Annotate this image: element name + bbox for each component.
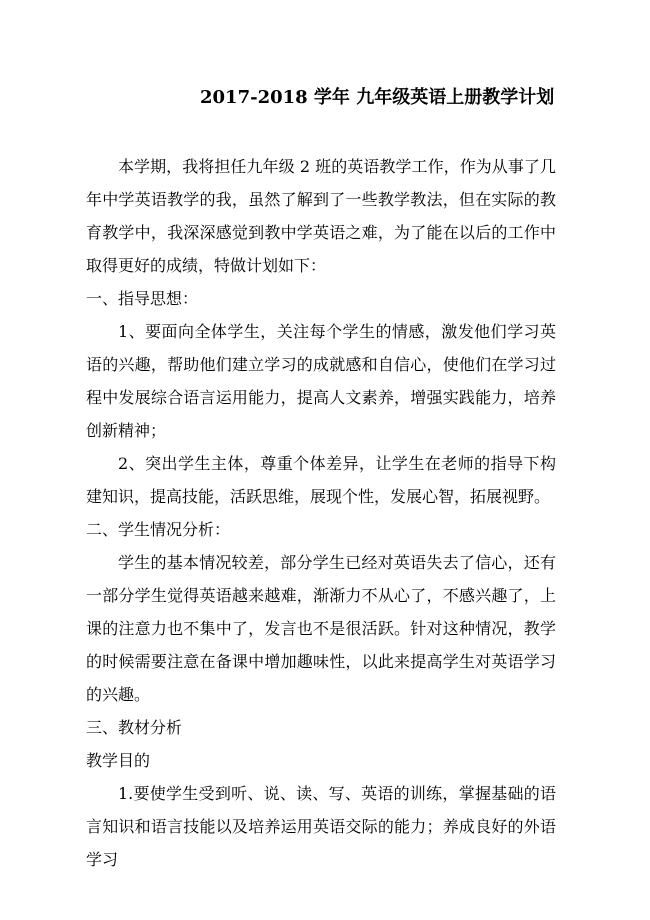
- teaching-goal-item-1: 1.要使学生受到听、说、读、写、英语的训练，掌握基础的语言知识和语言技能以及培养运用英语交际的能力；养成良好的外语学习: [86, 784, 556, 869]
- subheading-teaching-goals: 教学目的: [86, 751, 151, 770]
- document-title: 2017-2018 学年 九年级英语上册教学计划: [200, 87, 555, 108]
- guiding-item-2: 2、突出学生主体，尊重个体差异，让学生在老师的指导下构建知识，提高技能，活跃思维，展现个性，发展心智，拓展视野。: [86, 454, 556, 506]
- section-heading-student-analysis: 二、学生情况分析：: [86, 520, 231, 539]
- guiding-item-1: 1、要面向全体学生，关注每个学生的情感，激发他们学习英语的兴趣，帮助他们建立学习的成就感和自信心，使他们在学习过程中发展综合语言运用能力，提高人文素养，增强实践能力，培养创新精神；: [86, 322, 556, 440]
- intro-paragraph: 本学期，我将担任九年级 2 班的英语教学工作，作为从事了几年中学英语教学的我，虽然了解到了一些教学教法，但在实际的教育教学中，我深深感觉到教中学英语之难，为了能在以后的工作中取得更好的成绩，特做计划如下：: [86, 157, 556, 275]
- student-analysis-paragraph: 学生的基本情况较差，部分学生已经对英语失去了信心，还有一部分学生觉得英语越来越难，渐渐力不从心了，不感兴趣了，上课的注意力也不集中了，发言也不是很活跃。针对这种情况，教学的时候需要注意在备课中增加趣味性，以此来提高学生对英语学习的兴趣。: [86, 553, 556, 704]
- section-heading-textbook-analysis: 三、教材分析: [86, 718, 183, 737]
- section-heading-guiding-ideology: 一、指导思想：: [86, 289, 199, 308]
- document-body: [86, 150, 556, 876]
